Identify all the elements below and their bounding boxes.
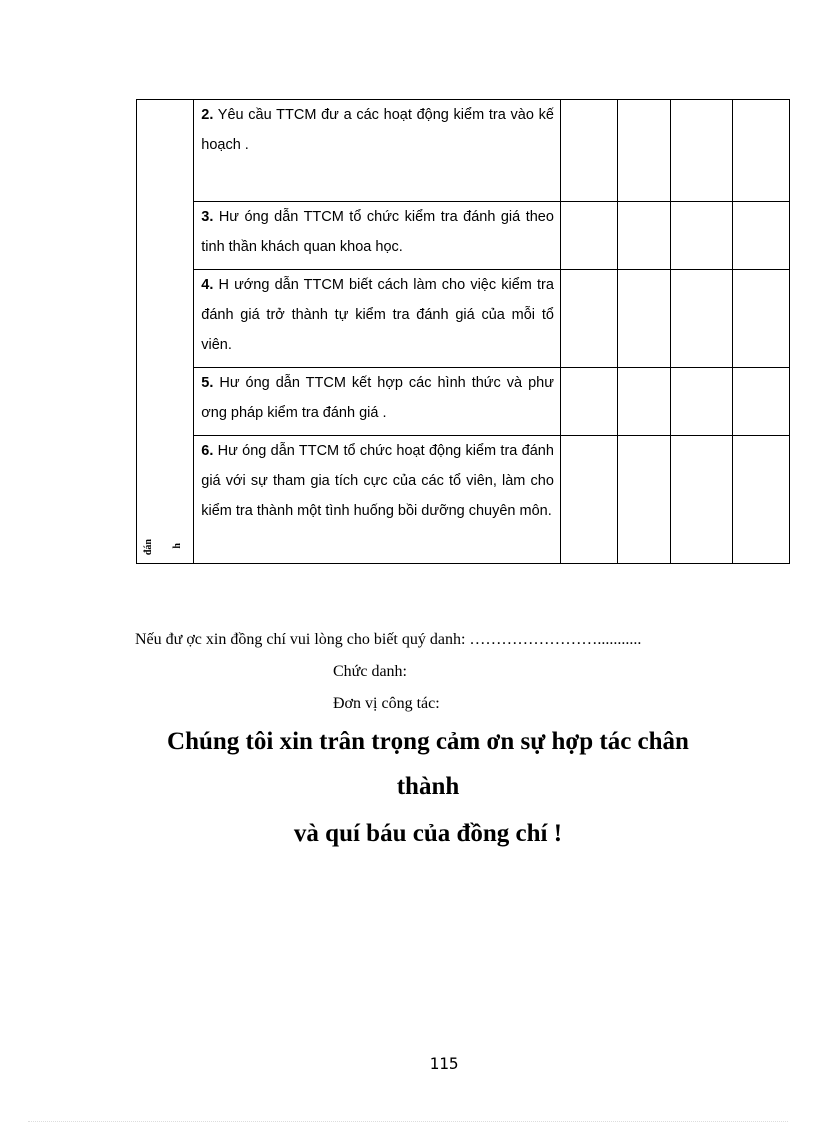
closing-line-3: và quí báu của đồng chí ! — [293, 820, 563, 847]
item-number: 3. — [201, 209, 214, 225]
rating-cell[interactable] — [671, 202, 732, 270]
item-cell — [194, 100, 561, 202]
page-number: 115 — [429, 1054, 459, 1073]
table-row — [137, 100, 790, 202]
closing-line-2: thành — [396, 773, 460, 800]
table-row — [137, 368, 790, 436]
table-row — [137, 202, 790, 270]
rating-cell[interactable] — [618, 100, 671, 202]
item-cell — [194, 270, 561, 368]
item-number: 5. — [201, 375, 214, 391]
job-title-label: Chức danh: — [333, 663, 407, 680]
item-text: Hư óng dẫn TTCM kết hợp các hình thức và phư ơng pháp kiểm tra đánh giá . — [201, 375, 554, 421]
evaluation-table — [136, 99, 790, 564]
item-text: Hư óng dẫn TTCM tổ chức kiểm tra đánh giá theo tinh thần khách quan khoa học. — [201, 209, 554, 255]
rating-cell[interactable] — [618, 368, 671, 436]
rating-cell[interactable] — [732, 100, 789, 202]
rating-cell[interactable] — [732, 436, 789, 564]
item-text: Yêu cầu TTCM đư a các hoạt động kiểm tra vào kế hoạch . — [201, 107, 554, 153]
item-text: H ướng dẫn TTCM biết cách làm cho việc kiểm tra đánh giá trở thành tự kiểm tra đánh giá của mỗi tổ viên. — [201, 277, 554, 353]
name-request-line: Nếu đư ợc xin đồng chí vui lòng cho biết quý danh: ……………………........... — [135, 631, 642, 648]
rating-cell[interactable] — [671, 100, 732, 202]
rating-cell[interactable] — [560, 436, 617, 564]
rating-cell[interactable] — [732, 368, 789, 436]
rating-cell[interactable] — [560, 202, 617, 270]
table-row — [137, 270, 790, 368]
item-number: 6. — [201, 443, 214, 459]
rating-cell[interactable] — [732, 270, 789, 368]
item-cell — [194, 368, 561, 436]
closing-line-1: Chúng tôi xin trân trọng cảm ơn sự hợp tác chân — [167, 728, 689, 755]
item-number: 2. — [201, 107, 214, 123]
item-cell — [194, 436, 561, 564]
rating-cell[interactable] — [618, 270, 671, 368]
table-row — [137, 436, 790, 564]
page-divider — [28, 1121, 788, 1122]
item-text: Hư óng dẫn TTCM tổ chức hoạt động kiểm tra đánh giá với sự tham gia tích cực của các tổ viên, làm cho kiểm tra thành một tình huống bồi dưỡng chuyên môn. — [201, 443, 554, 519]
category-cell — [137, 100, 194, 564]
rating-cell[interactable] — [560, 270, 617, 368]
item-number: 4. — [201, 277, 214, 293]
rating-cell[interactable] — [618, 436, 671, 564]
rating-cell[interactable] — [560, 100, 617, 202]
category-label-suffix: h — [172, 543, 183, 549]
rating-cell[interactable] — [671, 368, 732, 436]
category-label: đán — [143, 538, 154, 555]
rating-cell[interactable] — [732, 202, 789, 270]
rating-cell[interactable] — [618, 202, 671, 270]
workplace-label: Đơn vị công tác: — [333, 695, 440, 712]
item-cell — [194, 202, 561, 270]
rating-cell[interactable] — [560, 368, 617, 436]
rating-cell[interactable] — [671, 436, 732, 564]
rating-cell[interactable] — [671, 270, 732, 368]
